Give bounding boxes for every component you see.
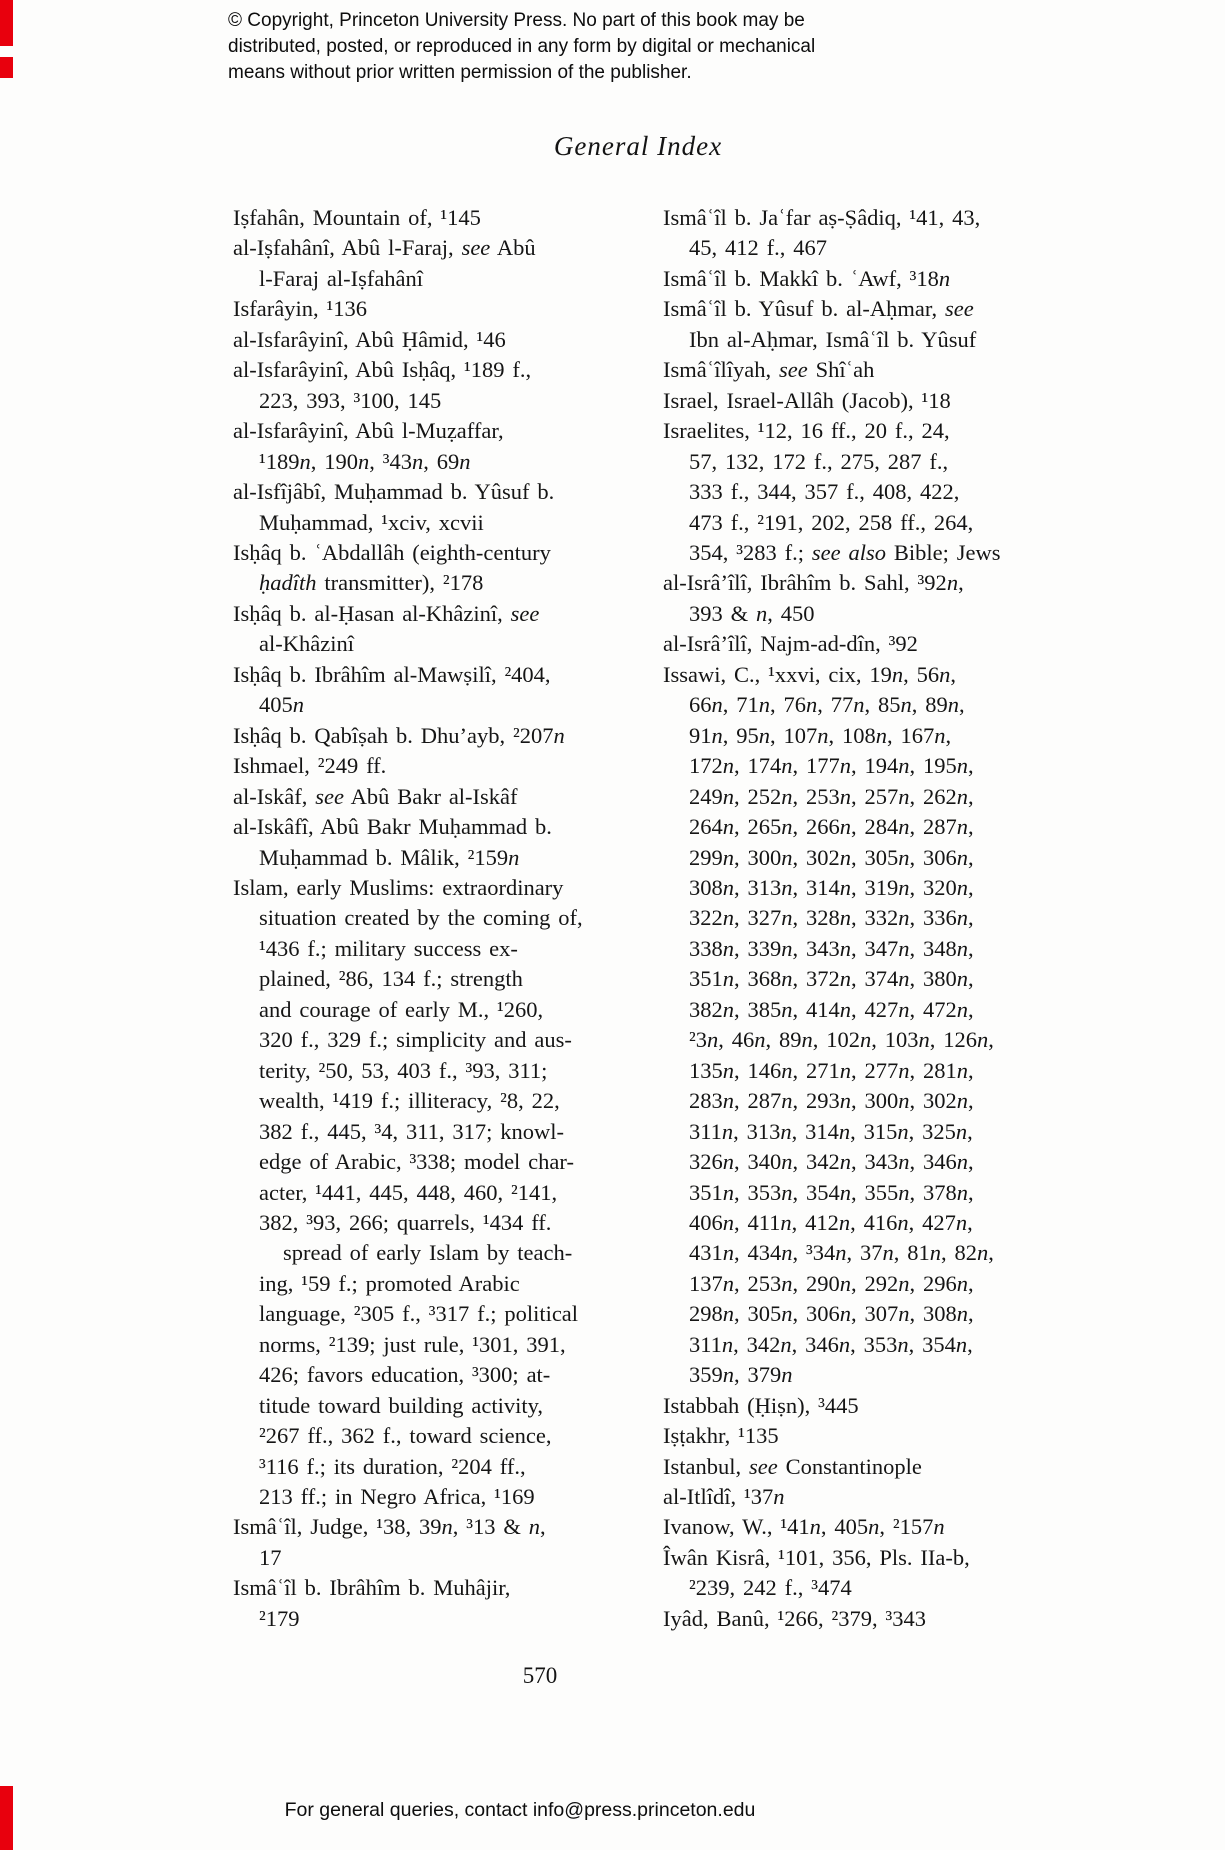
index-entry-line: 223, 393, ³100, 145 (259, 387, 442, 413)
index-entry-line: al-Isrâ’îlî, Ibrâhîm b. Sahl, ³92n, (663, 570, 964, 596)
index-entry-line: Isḥâq b. al-Ḥasan al-Khâzinî, see (233, 600, 540, 626)
index-entry-line: situation created by the coming of, (259, 905, 583, 931)
index-entry-line: titude toward building activity, (259, 1392, 543, 1418)
index-entry-line: Iṣfahân, Mountain of, ¹145 (233, 205, 481, 230)
index-entry-line: al-Isfarâyinî, Abû Ḥâmid, ¹46 (233, 326, 506, 352)
copyright-line: means without prior written permission of the publisher. (228, 62, 692, 83)
index-entry-line: al-Khâzinî (259, 631, 354, 657)
page-number: 570 (522, 1663, 558, 1688)
index-entry-line: al-Iskâf, see Abû Bakr al-Iskâf (233, 783, 518, 809)
index-entry-line: Isḥâq b. ʿAbdallâh (eighth-century (233, 539, 551, 565)
index-entry-line: 359n, 379n (689, 1362, 793, 1388)
index-entry-line: norms, ²139; just rule, ¹301, 391, (259, 1331, 566, 1357)
index-entry-line: 351n, 353n, 354n, 355n, 378n, (689, 1179, 974, 1205)
index-entry-line: 320 f., 329 f.; simplicity and aus- (259, 1027, 572, 1053)
index-entry-line: Istabbah (Ḥiṣn), ³445 (663, 1392, 859, 1418)
index-entry-line: and courage of early M., ¹260, (259, 996, 544, 1022)
index-entry-line: Issawi, C., ¹xxvi, cix, 19n, 56n, (663, 661, 956, 687)
index-entry-line: edge of Arabic, ³338; model char- (259, 1149, 574, 1175)
index-entry-line: 333 f., 344, 357 f., 408, 422, (689, 479, 960, 505)
copyright-line: distributed, posted, or reproduced in any form by digital or mechanical (228, 36, 816, 57)
index-entry-line: 322n, 327n, 328n, 332n, 336n, (689, 905, 974, 931)
index-entry-line: terity, ²50, 53, 403 f., ³93, 311; (259, 1057, 548, 1083)
index-entry-line: 213 ff.; in Negro Africa, ¹169 (259, 1484, 535, 1510)
red-edge-mark-top (0, 0, 13, 46)
index-entry-line: acter, ¹441, 445, 448, 460, ²141, (259, 1179, 558, 1205)
index-entry-line: 431n, 434n, ³34n, 37n, 81n, 82n, (689, 1240, 994, 1266)
index-entry-line: 172n, 174n, 177n, 194n, 195n, (689, 753, 974, 779)
index-entry-line: Islam, early Muslims: extraordinary (233, 874, 564, 900)
index-entry-line: 406n, 411n, 412n, 416n, 427n, (689, 1209, 973, 1235)
index-column-left (233, 203, 633, 1634)
index-entry-line: 283n, 287n, 293n, 300n, 302n, (689, 1088, 974, 1114)
index-entry-line: ḥadîth transmitter), ²178 (259, 570, 484, 596)
index-entry-line: 473 f., ²191, 202, 258 ff., 264, (689, 509, 974, 535)
index-entry-line: wealth, ¹419 f.; illiteracy, ²8, 22, (259, 1088, 560, 1114)
index-entry-line: 135n, 146n, 271n, 277n, 281n, (689, 1057, 974, 1083)
index-entry-line: plained, ²86, 134 f.; strength (259, 966, 523, 992)
index-entry-line: Iyâd, Banû, ¹266, ²379, ³343 (663, 1605, 926, 1631)
index-entry-line: Iṣṭakhr, ¹135 (663, 1423, 779, 1449)
index-entry-line: Ismâʿîl b. Yûsuf b. al-Aḥmar, see (663, 296, 974, 322)
footer-contact: For general queries, contact info@press.princeton.edu (284, 1799, 756, 1821)
index-entry-line: 57, 132, 172 f., 275, 287 f., (689, 448, 949, 474)
index-entry-line: al-Isfarâyinî, Abû l-Muẓaffar, (233, 418, 504, 444)
index-entry-line: 382 f., 445, ³4, 311, 317; knowl- (259, 1118, 565, 1144)
index-entry-line: 382n, 385n, 414n, 427n, 472n, (689, 996, 974, 1022)
index-entry-line: 308n, 313n, 314n, 319n, 320n, (689, 874, 974, 900)
index-entry-line: al-Itlîdî, ¹37n (663, 1484, 785, 1510)
index-entry-line: 338n, 339n, 343n, 347n, 348n, (689, 935, 974, 961)
copyright-line: © Copyright, Princeton University Press. No part of this book may be (228, 10, 805, 31)
index-entry-line: al-Iskâfî, Abû Bakr Muḥammad b. (233, 814, 552, 840)
index-entry-line: 299n, 300n, 302n, 305n, 306n, (689, 844, 974, 870)
index-entry-line: 45, 412 f., 467 (689, 235, 827, 261)
index-entry-line: Israelites, ¹12, 16 ff., 20 f., 24, (663, 418, 950, 444)
index-entry-line: Muḥammad, ¹xciv, xcvii (259, 509, 484, 535)
index-entry-line: Ishmael, ²249 ff. (233, 753, 387, 779)
index-entry-line: Ismâʿîl b. Jaʿfar aṣ-Ṣâdiq, ¹41, 43, (663, 205, 981, 230)
red-edge-mark-top-small (0, 57, 13, 78)
index-entry-line: Ivanow, W., ¹41n, 405n, ²157n (663, 1514, 945, 1540)
index-entry-line: 311n, 342n, 346n, 353n, 354n, (689, 1331, 973, 1357)
index-entry-line: al-Iṣfahânî, Abû l-Faraj, see Abû (233, 235, 536, 261)
page-title: General Index (553, 131, 723, 161)
index-entry-line: 354, ³283 f.; see also Bible; Jews (689, 539, 1001, 565)
index-entry-line: Israel, Israel-Allâh (Jacob), ¹18 (663, 387, 951, 413)
index-entry-line: 66n, 71n, 76n, 77n, 85n, 89n, (689, 692, 965, 718)
index-entry-line: 405n (259, 692, 304, 718)
index-entry-line: al-Isfarâyinî, Abû Isḥâq, ¹189 f., (233, 357, 532, 383)
index-entry-line: ²267 ff., 362 f., toward science, (259, 1423, 552, 1449)
index-entry-line: 351n, 368n, 372n, 374n, 380n, (689, 966, 974, 992)
index-entry-line: ²179 (259, 1605, 300, 1631)
index-entry-line: ²3n, 46n, 89n, 102n, 103n, 126n, (689, 1027, 994, 1053)
index-entry-line: Ismâʿîl b. Makkî b. ʿAwf, ³18n (663, 265, 951, 291)
index-entry-line: Îwân Kisrâ, ¹101, 356, Pls. IIa-b, (663, 1544, 970, 1570)
index-entry-line: Ismâʿîl, Judge, ¹38, 39n, ³13 & n, (233, 1514, 546, 1540)
index-entry-line: ²239, 242 f., ³474 (689, 1575, 852, 1601)
index-entry-line: Ismâʿîl b. Ibrâhîm b. Muhâjir, (233, 1575, 511, 1601)
index-entry-line: Ibn al-Aḥmar, Ismâʿîl b. Yûsuf (689, 326, 977, 352)
index-entry-line: 426; favors education, ³300; at- (259, 1362, 551, 1388)
index-entry-line: 393 & n, 450 (689, 600, 815, 626)
index-entry-line: l-Faraj al-Iṣfahânî (259, 265, 424, 291)
index-entry-line: Isfarâyin, ¹136 (233, 296, 367, 322)
index-column-right (663, 203, 1063, 1634)
index-entry-line: Isḥâq b. Qabîṣah b. Dhu’ayb, ²207n (233, 722, 565, 748)
index-entry-line: Istanbul, see Constantinople (663, 1453, 922, 1479)
index-entry-line: ³116 f.; its duration, ²204 ff., (259, 1453, 526, 1479)
index-entry-line: 298n, 305n, 306n, 307n, 308n, (689, 1301, 974, 1327)
red-edge-mark-bottom (0, 1786, 13, 1850)
index-entry-line: 17 (259, 1544, 282, 1570)
index-entry-line: 249n, 252n, 253n, 257n, 262n, (689, 783, 974, 809)
index-entry-line: 264n, 265n, 266n, 284n, 287n, (689, 814, 974, 840)
index-entry-line: 137n, 253n, 290n, 292n, 296n, (689, 1270, 974, 1296)
index-entry-line: 91n, 95n, 107n, 108n, 167n, (689, 722, 952, 748)
copyright-notice (228, 8, 815, 86)
index-entry-line: spread of early Islam by teach- (283, 1240, 573, 1266)
index-entry-line: ¹189n, 190n, ³43n, 69n (259, 448, 471, 474)
index-entry-line: ¹436 f.; military success ex- (259, 935, 518, 961)
index-entry-line: Muḥammad b. Mâlik, ²159n (259, 844, 520, 870)
index-entry-line: 382, ³93, 266; quarrels, ¹434 ff. (259, 1209, 552, 1235)
index-entry-line: 326n, 340n, 342n, 343n, 346n, (689, 1149, 974, 1175)
index-entry-line: Isḥâq b. Ibrâhîm al-Mawṣilî, ²404, (233, 661, 551, 687)
index-entry-line: 311n, 313n, 314n, 315n, 325n, (689, 1118, 973, 1144)
index-entry-line: ing, ¹59 f.; promoted Arabic (259, 1270, 520, 1296)
index-entry-line: al-Isrâ’îlî, Najm-ad-dîn, ³92 (663, 631, 918, 657)
index-entry-line: language, ²305 f., ³317 f.; political (259, 1301, 579, 1327)
index-entry-line: Ismâʿîlîyah, see Shîʿah (663, 357, 875, 383)
index-entry-line: al-Isfîjâbî, Muḥammad b. Yûsuf b. (233, 479, 555, 505)
